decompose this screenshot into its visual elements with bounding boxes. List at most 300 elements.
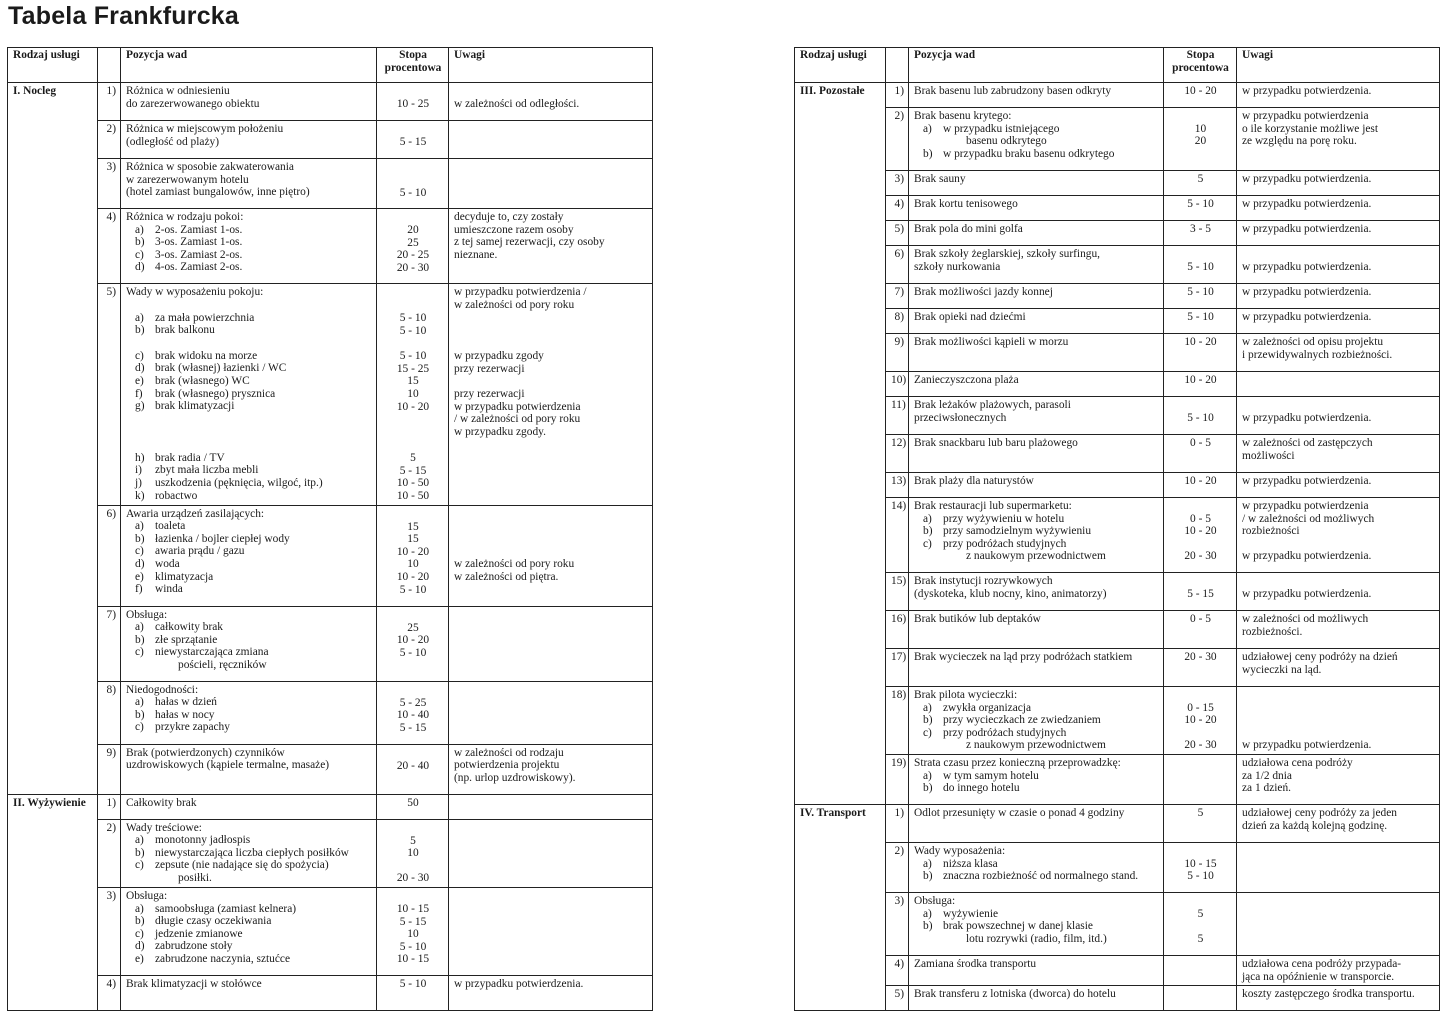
note-line <box>1242 702 1435 715</box>
item-note <box>449 606 653 681</box>
item-percentage <box>1164 687 1237 755</box>
percentage-value: 10 <box>1194 122 1207 135</box>
item-percentage <box>1164 473 1237 498</box>
sub-item-letter: a) <box>923 769 932 782</box>
text-line: Brak instytucji rozrywkowych <box>914 575 1053 587</box>
table-row <box>795 842 1440 892</box>
sub-item-letter: b) <box>135 324 145 337</box>
note-line: w zależności od piętra. <box>454 570 559 583</box>
percentage-value: 50 <box>407 796 419 809</box>
item-percentage <box>377 209 449 284</box>
sub-item <box>126 859 372 872</box>
text-line: Brak pola do mini golfa <box>914 223 1023 235</box>
item-description <box>909 498 1164 573</box>
spacer <box>382 439 444 452</box>
table-row <box>8 505 653 606</box>
percentage-value: 5 <box>410 834 416 847</box>
item-percentage <box>1164 334 1237 372</box>
item-percentage <box>1164 372 1237 397</box>
note-line <box>454 375 648 388</box>
item-percentage <box>377 681 449 744</box>
sub-item <box>914 727 1159 740</box>
item-description <box>909 955 1164 985</box>
item-description <box>909 804 1164 842</box>
percentage-value: 5 - 10 <box>399 350 427 363</box>
table-row <box>8 887 653 975</box>
sub-item <box>914 513 1159 526</box>
item-note <box>1237 473 1440 498</box>
percentage-value: 5 <box>1197 806 1204 819</box>
item-number: 5) <box>98 284 121 506</box>
spacer <box>382 413 444 426</box>
percentage-value <box>1169 845 1232 858</box>
spacer <box>382 508 444 521</box>
note-line: dzień za każdą kolejną godzinę. <box>1242 819 1388 832</box>
spacer <box>454 85 648 98</box>
note-line <box>1242 248 1435 261</box>
sub-item-text: brak (własnego) prysznica <box>155 387 276 400</box>
percentage-value: 5 - 10 <box>399 187 427 199</box>
text-line: Brak basenu lub zabrudzony basen odkryty <box>914 85 1112 97</box>
sub-item <box>126 261 372 274</box>
percentage-value: 10 - 20 <box>396 634 430 647</box>
percentage-value: 20 - 40 <box>396 759 430 772</box>
item-description <box>909 221 1164 246</box>
percentage-value <box>1169 895 1232 908</box>
sub-item-letter: a) <box>923 122 932 135</box>
sub-item <box>914 714 1159 727</box>
sub-item-text: przy wyżywieniu w hotelu <box>943 512 1065 525</box>
sub-item <box>126 362 372 375</box>
sub-item-letter: c) <box>923 537 932 550</box>
item-number: 3) <box>886 171 909 196</box>
item-number: 3) <box>98 159 121 209</box>
item-description <box>909 196 1164 221</box>
sub-item <box>126 375 372 388</box>
note-line: decyduje to, czy zostały <box>454 211 564 223</box>
text-line: Brak leżaków plażowych, parasoli <box>914 399 1071 411</box>
sub-item <box>126 400 372 413</box>
sub-item-text: 2-os. Zamiast 1-os. <box>155 223 243 236</box>
note-line: w przypadku potwierdzenia <box>1242 500 1369 512</box>
table-row <box>795 83 1440 108</box>
percentage-value: 10 - 20 <box>1184 525 1217 538</box>
sub-item <box>126 634 372 647</box>
text-line: Odlot przesunięty w czasie o ponad 4 godziny <box>914 806 1125 819</box>
text-line: Brak możliwości kąpieli w morzu <box>914 336 1069 348</box>
item-percentage <box>1164 435 1237 473</box>
item-note <box>1237 397 1440 435</box>
item-description <box>121 505 377 606</box>
percentage-value: 5 - 15 <box>399 136 427 148</box>
item-number: 19) <box>886 754 909 804</box>
note-line: w przypadku potwierdzenia. <box>1242 311 1372 323</box>
item-note <box>1237 435 1440 473</box>
sub-item-letter: b) <box>923 714 933 727</box>
sub-item-text: samoobsługa (zamiast kelnera) <box>155 902 297 915</box>
item-note <box>1237 372 1440 397</box>
spacer <box>126 413 372 426</box>
item-number: 4) <box>886 955 909 985</box>
item-number: 9) <box>886 334 909 372</box>
spacer <box>126 439 372 452</box>
percentage-value: 20 - 30 <box>396 872 430 885</box>
sub-item-letter: d) <box>135 940 145 953</box>
item-percentage <box>1164 754 1237 804</box>
item-note <box>1237 611 1440 649</box>
sub-item <box>914 782 1159 795</box>
percentage-value: 5 - 15 <box>399 915 427 928</box>
table-row <box>8 121 653 159</box>
spacer <box>382 299 444 312</box>
note-line <box>1242 399 1435 412</box>
category-nocleg: I. Nocleg <box>8 83 98 795</box>
sub-item-letter: b) <box>923 870 933 883</box>
percentage-value: 5 <box>1197 173 1204 185</box>
percentage-value: 5 - 10 <box>1187 870 1214 883</box>
sub-item <box>914 920 1159 933</box>
item-number: 8) <box>886 309 909 334</box>
item-number: 11) <box>886 397 909 435</box>
note-line: przy rezerwacji <box>454 362 525 375</box>
percentage-value: 5 - 10 <box>399 977 427 990</box>
sub-item <box>126 583 372 596</box>
spacer <box>382 286 444 299</box>
sub-item-text: winda <box>155 583 183 596</box>
note-line: (np. urlop uzdrowiskowy). <box>454 771 576 784</box>
percentage-value: 10 <box>407 928 419 941</box>
sub-item-letter: c) <box>135 248 144 261</box>
table-row <box>795 309 1440 334</box>
item-note <box>449 159 653 209</box>
table-row <box>795 573 1440 611</box>
percentage-value: 5 - 10 <box>399 940 427 953</box>
sub-item-letter: b) <box>923 147 933 160</box>
item-description <box>909 284 1164 309</box>
item-percentage <box>1164 804 1237 842</box>
header-rodzaj: Rodzaj usługi <box>795 48 886 83</box>
percentage-value: 5 - 10 <box>399 312 427 324</box>
item-heading: Brak basenu krytego: <box>914 110 1012 122</box>
sub-item-text: znaczna rozbieżność od normalnego stand. <box>943 870 1139 883</box>
sub-item <box>126 847 372 860</box>
percentage-value: 20 - 30 <box>1184 739 1217 752</box>
item-heading: Wady wyposażenia: <box>914 844 1006 857</box>
note-line: za 1/2 dnia <box>1242 769 1292 782</box>
sub-item <box>126 709 372 722</box>
item-note <box>1237 196 1440 221</box>
item-note <box>449 209 653 284</box>
sub-item-text: wyżywienie <box>943 907 999 920</box>
item-note <box>1237 573 1440 611</box>
percentage-value <box>1169 110 1232 123</box>
note-line: w przypadku potwierdzenia. <box>1242 198 1372 210</box>
note-line: w przypadku potwierdzenia. <box>1242 260 1372 273</box>
item-note <box>1237 649 1440 687</box>
percentage-value: 5 - 25 <box>399 696 427 709</box>
item-description <box>121 744 377 794</box>
header-uwagi: Uwagi <box>1237 48 1440 83</box>
percentage-value <box>1169 500 1232 513</box>
note-line: w przypadku potwierdzenia. <box>1242 286 1372 298</box>
sub-item-text: toaleta <box>155 520 186 533</box>
sub-item-text: uszkodzenia (pęknięcia, wilgoć, itp.) <box>155 476 323 489</box>
sub-item <box>126 490 372 503</box>
sub-item <box>126 953 372 966</box>
sub-item <box>126 915 372 928</box>
item-note <box>449 121 653 159</box>
percentage-value: 5 - 10 <box>1187 286 1214 298</box>
item-number: 7) <box>98 606 121 681</box>
percentage-value: 10 - 20 <box>1184 714 1217 727</box>
item-description <box>909 754 1164 804</box>
sub-item-text: za mała powierzchnia <box>155 311 255 324</box>
item-heading: Brak pilota wycieczki: <box>914 689 1018 701</box>
item-number: 10) <box>886 372 909 397</box>
sub-item-letter: d) <box>135 261 145 274</box>
item-percentage <box>1164 108 1237 171</box>
header-num <box>98 48 121 83</box>
item-percentage <box>1164 611 1237 649</box>
sub-item-letter: g) <box>135 400 145 413</box>
text-line: Zamiana środka transportu <box>914 957 1037 970</box>
sub-item-letter: a) <box>923 907 932 920</box>
text-line: Różnica w miejscowym położeniu <box>126 123 284 135</box>
item-number: 3) <box>98 887 121 975</box>
sub-item-text: zbyt mała liczba mebli <box>155 464 259 477</box>
sub-item-letter: e) <box>135 374 144 387</box>
sub-item-text: zabrudzone stoły <box>155 940 233 953</box>
percentage-value: 10 <box>407 558 419 571</box>
percentage-value: 20 <box>1194 135 1207 148</box>
item-heading: Awaria urządzeń zasilających: <box>126 507 265 520</box>
table-row <box>795 397 1440 435</box>
table-row <box>8 819 653 887</box>
item-note <box>449 819 653 887</box>
spacer <box>126 299 372 312</box>
percentage-value: 20 - 25 <box>396 249 430 262</box>
item-percentage <box>1164 842 1237 892</box>
spacer <box>454 337 648 350</box>
item-percentage <box>1164 892 1237 955</box>
item-note <box>449 887 653 975</box>
item-description <box>909 334 1164 372</box>
item-percentage <box>377 794 449 819</box>
header-pozycja: Pozycja wad <box>909 48 1164 83</box>
sub-item <box>126 236 372 249</box>
text-line: Różnica w odniesieniu <box>126 85 230 97</box>
note-line: w zależności od odległości. <box>454 98 580 110</box>
text-line: Brak plaży dla naturystów <box>914 475 1034 487</box>
text-line: Brak butików lub deptaków <box>914 613 1041 625</box>
percentage-value: 5 - 10 <box>1187 260 1214 273</box>
sub-item-letter: e) <box>135 570 144 583</box>
sub-item-text: brak balkonu <box>155 324 215 337</box>
item-heading: Brak restauracji lub supermarketu: <box>914 500 1072 512</box>
spacer <box>126 337 372 350</box>
item-number: 1) <box>98 83 121 121</box>
percentage-value: 25 <box>407 236 419 249</box>
note-line: ze względu na porę roku. <box>1242 135 1357 148</box>
note-line: w przypadku potwierdzenia. <box>1242 223 1372 235</box>
table-row <box>795 221 1440 246</box>
table-row <box>795 372 1440 397</box>
percentage-value: 15 <box>407 520 419 533</box>
percentage-value: 5 - 15 <box>399 464 427 477</box>
item-description <box>909 246 1164 284</box>
text-line: Brak wycieczek na ląd przy podróżach statkiem <box>914 651 1133 663</box>
table-row <box>795 611 1440 649</box>
sub-item-letter: f) <box>135 583 143 596</box>
item-description <box>909 309 1164 334</box>
spacer <box>454 324 648 337</box>
item-percentage <box>377 606 449 681</box>
item-percentage <box>377 975 449 1010</box>
percentage-value: 5 - 10 <box>399 583 427 596</box>
percentage-value: 10 - 20 <box>396 400 430 413</box>
percentage-value: 10 - 25 <box>396 98 430 110</box>
sub-item-text: 3-os. Zamiast 2-os. <box>155 248 243 261</box>
table-row <box>8 284 653 506</box>
item-description <box>121 606 377 681</box>
item-description <box>121 284 377 506</box>
sub-item-text: jedzenie zmianowe <box>155 927 243 940</box>
note-line: wycieczki na ląd. <box>1242 663 1322 676</box>
item-percentage <box>1164 573 1237 611</box>
sub-item-letter: d) <box>135 557 145 570</box>
percentage-value <box>1169 727 1232 740</box>
sub-item-text: hałas w dzień <box>155 696 217 709</box>
item-number: 2) <box>886 842 909 892</box>
percentage-value: 20 - 30 <box>396 261 430 274</box>
percentage-value: 5 - 10 <box>1187 198 1214 210</box>
item-description <box>909 435 1164 473</box>
sub-item-text: złe sprzątanie <box>155 633 218 646</box>
percentage-value: 10 - 20 <box>396 570 430 583</box>
sub-item-letter: i) <box>135 464 142 477</box>
item-note <box>1237 842 1440 892</box>
item-number: 9) <box>98 744 121 794</box>
percentage-value: 25 <box>407 621 419 634</box>
sub-item <box>126 646 372 659</box>
header-rodzaj: Rodzaj usługi <box>8 48 98 83</box>
note-line: udziałowa cena podróży przypada- <box>1242 957 1402 970</box>
sub-item <box>914 908 1159 921</box>
sub-item <box>126 477 372 490</box>
item-description <box>909 892 1164 955</box>
sub-item <box>126 571 372 584</box>
item-description <box>121 681 377 744</box>
item-note <box>1237 108 1440 171</box>
note-line: rozbieżności <box>1242 525 1300 538</box>
note-line: potwierdzenia projektu <box>454 759 560 772</box>
item-heading: Obsługa: <box>914 894 956 907</box>
item-heading: Obsługa: <box>126 608 168 621</box>
note-line: o ile korzystanie możliwe jest <box>1242 122 1379 135</box>
percentage-value: 10 - 15 <box>396 902 430 915</box>
spacer <box>382 822 444 835</box>
spacer <box>382 747 444 760</box>
note-line: w przypadku potwierdzenia. <box>1242 587 1372 600</box>
item-description <box>909 687 1164 755</box>
text-line: szkoły nurkowania <box>914 260 1001 273</box>
table-row <box>795 892 1440 955</box>
item-note <box>1237 221 1440 246</box>
note-line <box>454 533 648 546</box>
item-description <box>121 209 377 284</box>
text-line: Brak szkoły żeglarskiej, szkoły surfingu, <box>914 248 1101 260</box>
note-line: w zależności od rodzaju <box>454 746 564 759</box>
item-number: 3) <box>886 892 909 955</box>
note-line: nieznane. <box>454 248 498 261</box>
note-line: w zależności od zastępczych <box>1242 437 1373 449</box>
sub-item-text: niewystarczająca zmiana <box>155 646 269 659</box>
sub-item-text: 3-os. Zamiast 1-os. <box>155 236 243 249</box>
spacer <box>382 890 444 903</box>
text-line: przeciwsłonecznych <box>914 411 1007 424</box>
table-row <box>795 196 1440 221</box>
text-line: Brak opieki nad dziećmi <box>914 311 1026 323</box>
table-row <box>8 975 653 1010</box>
percentage-value: 0 - 5 <box>1190 437 1211 449</box>
percentage-value: 10 <box>407 847 419 860</box>
note-line: w zależności od opisu projektu <box>1242 336 1384 348</box>
item-heading: Różnica w rodzaju pokoi: <box>126 211 244 223</box>
item-number: 8) <box>98 681 121 744</box>
percentage-value <box>1169 538 1232 551</box>
text-line: Brak sauny <box>914 173 966 185</box>
note-line: w przypadku potwierdzenia <box>1242 110 1369 122</box>
percentage-value: 5 - 10 <box>1187 311 1214 323</box>
spacer <box>382 337 444 350</box>
item-note <box>449 505 653 606</box>
item-percentage <box>377 744 449 794</box>
text-line: Brak kortu tenisowego <box>914 198 1018 210</box>
sub-item-letter: k) <box>135 489 145 502</box>
table-row <box>8 606 653 681</box>
note-line: rozbieżności. <box>1242 625 1303 638</box>
left-table <box>7 47 653 1011</box>
percentage-value <box>1169 248 1232 261</box>
sub-item-text: zabrudzone naczynia, sztućce <box>155 952 291 965</box>
sub-item-letter: a) <box>135 621 144 634</box>
item-number: 12) <box>886 435 909 473</box>
spacer <box>382 123 444 136</box>
text-line: (hotel zamiast bungalowów, inne piętro) <box>126 186 310 199</box>
item-number: 14) <box>886 498 909 573</box>
item-note <box>1237 309 1440 334</box>
table-row <box>795 246 1440 284</box>
sub-item-text: brak (własnego) WC <box>155 374 250 387</box>
sub-item <box>126 558 372 571</box>
note-line: w przypadku potwierdzenia. <box>1242 411 1372 424</box>
item-percentage <box>377 284 449 506</box>
note-line <box>454 520 648 533</box>
table-row <box>795 435 1440 473</box>
percentage-value: 10 - 50 <box>396 489 430 502</box>
header-num <box>886 48 909 83</box>
spacer <box>382 85 444 98</box>
spacer <box>382 684 444 697</box>
sub-item <box>126 452 372 465</box>
note-line: z tej samej rezerwacji, czy osoby <box>454 236 605 249</box>
note-line: / w zależności od pory roku <box>454 413 581 426</box>
sub-item-letter: c) <box>135 859 144 872</box>
item-note <box>1237 284 1440 309</box>
table-row <box>795 986 1440 1011</box>
sub-item-letter: h) <box>135 451 145 464</box>
table-row <box>795 955 1440 985</box>
